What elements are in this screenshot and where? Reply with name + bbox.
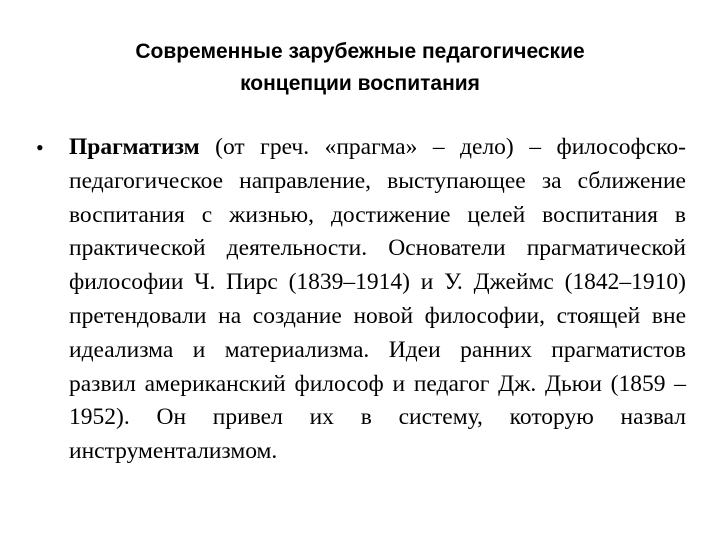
bullet-body-text: (от греч. «прагма» – дело) – философско-педагогическое направление, выступающее за сближение воспитания с жизнью, достижение целей воспитания в практической деятельности. Основатели прагматической философии Ч. Пирс (1839–1914) и У. Джеймс (1842–1910) претендовали на создание новой философии, стоящей вне идеализма и материализма. Идеи ранних прагматистов развил американский философ и педагог Дж. Дьюи (1859 –1952). Он привел их в систему, которую назвал инструментализмом. — [69, 134, 686, 465]
bullet-marker: • — [36, 135, 44, 160]
slide-title-line-2: концепции воспитания — [240, 72, 480, 95]
bullet-paragraph — [69, 131, 686, 469]
slide-title — [0, 36, 720, 100]
bullet-item — [36, 131, 686, 469]
bullet-term: Прагматизм — [69, 134, 200, 160]
slide-title-line-1: Современные зарубежные педагогические — [135, 40, 585, 63]
